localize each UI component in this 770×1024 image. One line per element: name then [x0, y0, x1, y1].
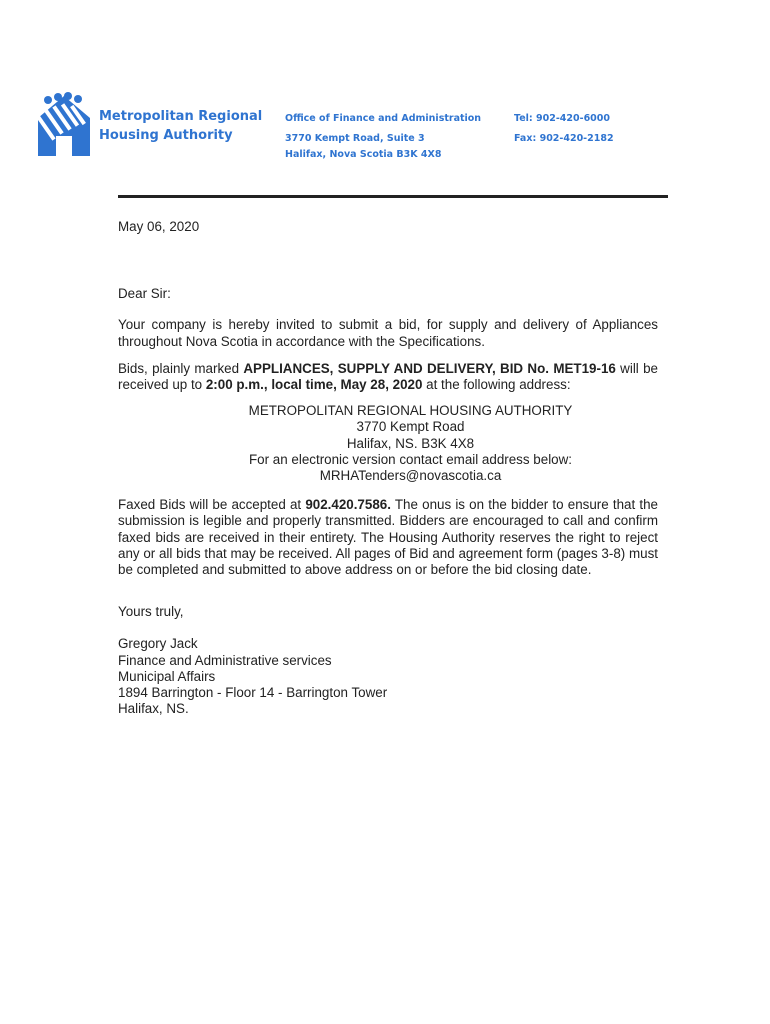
paragraph-invitation: Your company is hereby invited to submit a bid, for supply and delivery of Appliances throughout Nova Scotia in accordance with the Specifications. — [118, 317, 658, 349]
office-address-line1: 3770 Kempt Road, Suite 3 — [285, 133, 425, 144]
contact-block — [514, 110, 614, 148]
address-line: For an electronic version contact email address below: — [248, 451, 573, 467]
signer-city: Halifax, NS. — [118, 701, 189, 717]
paragraph-fax-instructions — [118, 497, 658, 578]
signer-department: Finance and Administrative services — [118, 652, 332, 668]
para3-text-a: Faxed Bids will be accepted at — [118, 497, 306, 513]
para2-text-a: Bids, plainly marked — [118, 360, 244, 376]
para2-text-c: will be received up to — [118, 360, 658, 393]
fax-number: 902.420.7586. — [305, 497, 391, 513]
signer-address: 1894 Barrington - Floor 14 - Barrington Tower — [118, 685, 388, 701]
fax: Fax: 902-420-2182 — [514, 133, 614, 144]
address-line: Halifax, NS. B3K 4X8 — [346, 435, 475, 451]
salutation: Dear Sir: — [118, 286, 171, 302]
para2-text-e: at the following address: — [422, 377, 571, 393]
signature-block — [118, 636, 658, 717]
bid-deadline: 2:00 p.m., local time, May 28, 2020 — [205, 377, 423, 393]
office-block — [285, 110, 481, 164]
bid-title: APPLIANCES, SUPPLY AND DELIVERY, BID No. MET19-16 — [243, 360, 616, 376]
header-divider — [118, 195, 668, 198]
address-line: METROPOLITAN REGIONAL HOUSING AUTHORITY — [248, 403, 573, 419]
closing: Yours truly, — [118, 604, 184, 620]
signer-ministry: Municipal Affairs — [118, 668, 216, 684]
letter-body — [118, 219, 658, 717]
submission-address — [118, 403, 703, 484]
para3-text-c: The onus is on the bidder to ensure that the submission is legible and properly transmitted. Bidders are encouraged to call and confirm faxed bids are received in their entirety. The Housing Authority reserves the right to reject any or all bids that may be received. All pages of Bid and agreement form (pages 3-8) must be completed and submitted to above address on or before the bid closing date. — [118, 497, 659, 578]
org-name-line1: Metropolitan Regional — [99, 109, 263, 124]
address-line: 3770 Kempt Road — [356, 419, 465, 435]
office-address-line2: Halifax, Nova Scotia B3K 4X8 — [285, 149, 442, 160]
housing-authority-logo-icon — [38, 92, 90, 156]
office-title: Office of Finance and Administration — [285, 113, 482, 124]
org-name-line2: Housing Authority — [99, 128, 233, 143]
signer-name: Gregory Jack — [118, 636, 198, 652]
email-address: MRHATenders@novascotia.ca — [319, 468, 502, 484]
paragraph-bid-deadline — [118, 361, 658, 393]
letter-date: May 06, 2020 — [118, 219, 200, 234]
organization-name — [99, 107, 262, 145]
telephone: Tel: 902-420-6000 — [514, 113, 611, 124]
